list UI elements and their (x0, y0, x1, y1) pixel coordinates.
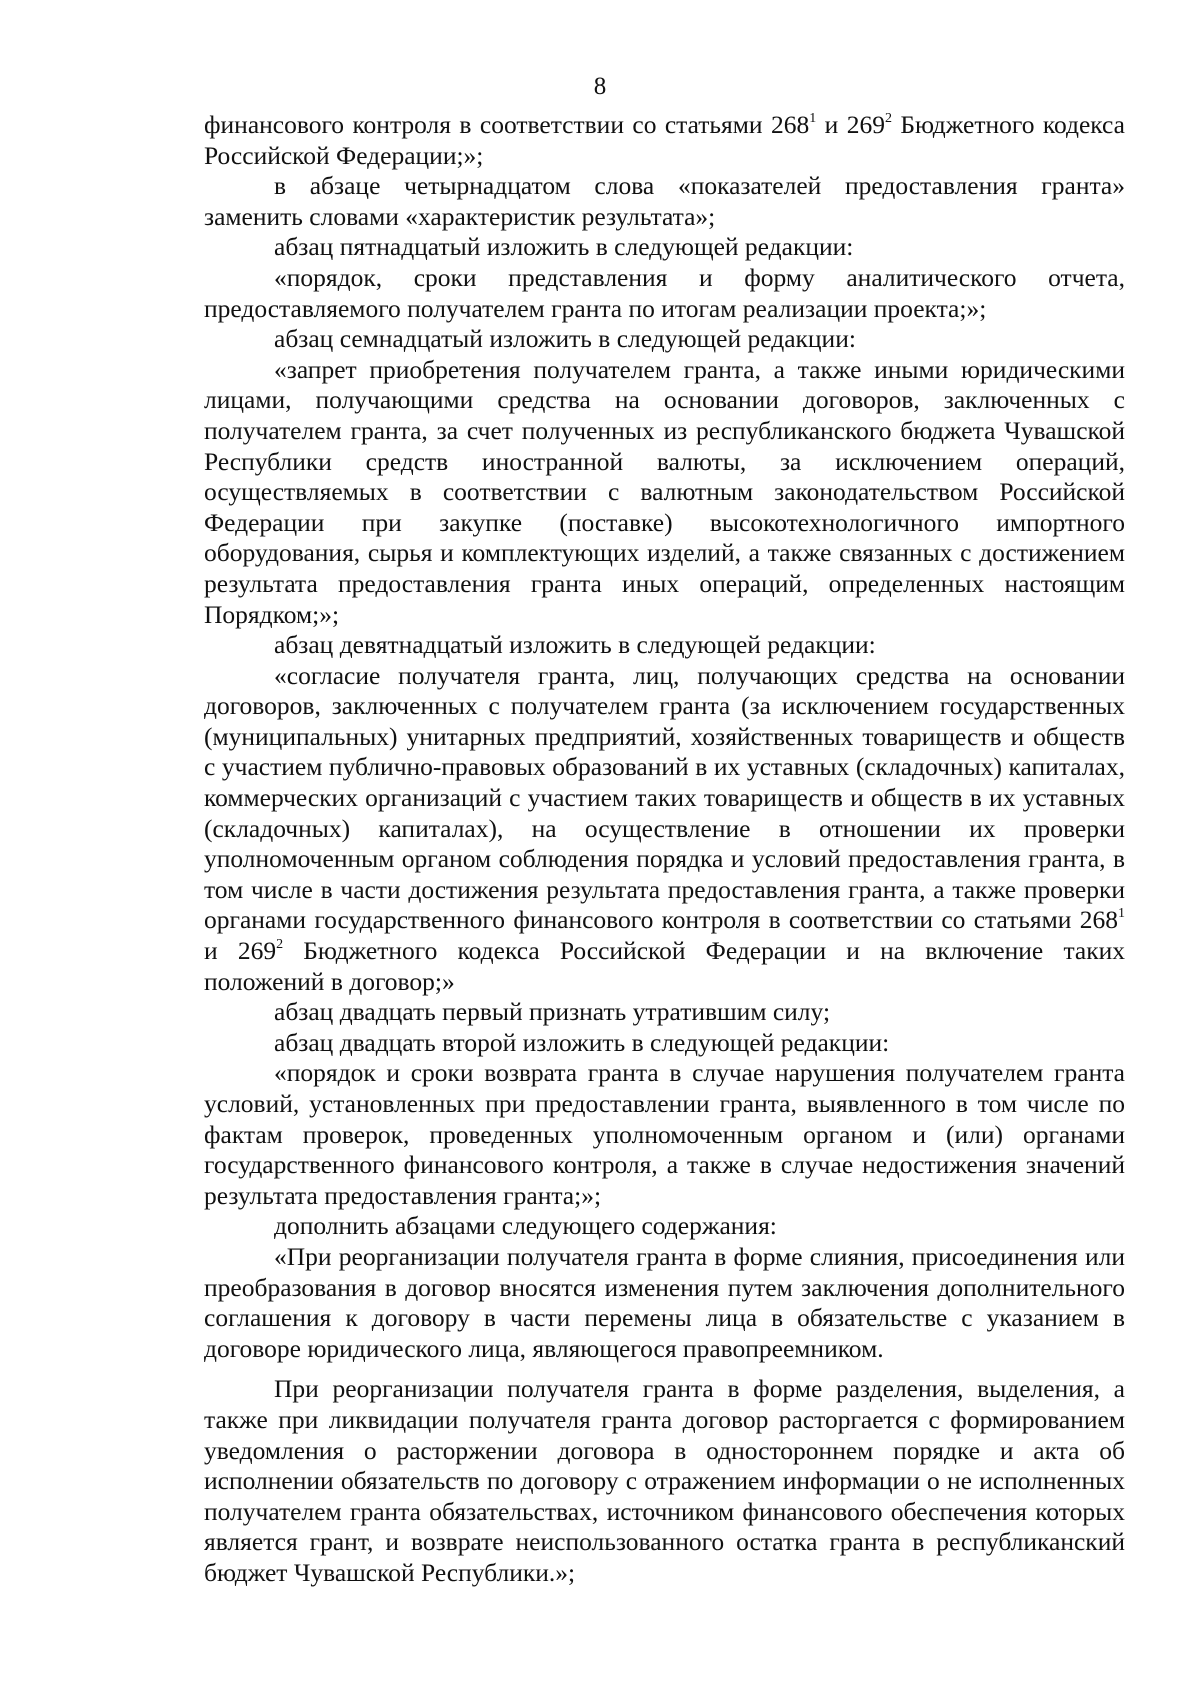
paragraph-11: «порядок и сроки возврата гранта в случае нарушения получателем гранта условий, установленных при предоставлении гранта, выявленного в том числе по фактам проверок, проведенных уполномоченным органом и (или) органами государственного финансового контроля, а также в случае недостижения значений результата предоставления гранта;»; (204, 1058, 1125, 1210)
paragraph-9: абзац двадцать первый признать утратившим силу; (274, 997, 831, 1027)
paragraph-14: При реорганизации получателя гранта в форме разделения, выделения, а также при ликвидации получателя гранта договор расторгается с формированием уведомления о расторжении договора в одностороннем порядке и акта об исполнении обязательств по договору с отражением информации о не исполненных получателем гранта обязательствах, источником финансового обеспечения которых является грант, и возврате неиспользованного остатка гранта в республиканский бюджет Чувашской Республики.»; (204, 1374, 1125, 1587)
page-number: 8 (593, 73, 607, 100)
superscript-2: 2 (884, 111, 892, 126)
document-body (204, 110, 1125, 1589)
superscript-3: 1 (1118, 906, 1125, 922)
paragraph-10: абзац двадцать второй изложить в следующей редакции: (274, 1027, 890, 1057)
superscript-1: 1 (809, 111, 817, 126)
paragraph-4: «порядок, сроки представления и форму аналитического отчета, предоставляемого получателем гранта по итогам реализации проекта;»; (204, 262, 1125, 323)
paragraph-1: финансового контроля в соответствии со статьями $268^1$ и $269^2$ Бюджетного кодекса Российской Федерации;»; (204, 110, 1125, 170)
paragraph-8: «согласие получателя гранта, лиц, получающих средства на основании договоров, заключенных с получателем гранта (за исключением государственных (муниципальных) унитарных предприятий, хозяйственных товариществ и обществ с участием публично-правовых образований в их уставных (складочных) капиталах, коммерческих организаций с участием таких товариществ и обществ в их уставных (складочных) капиталах), на осуществление в отношении их проверки уполномоченным органом соблюдения порядка и условий предоставления гранта, в том числе в части достижения результата предоставления гранта, а также проверки органами государственного финансового контроля в соответствии со статьями $268^1$ и $269^2$ Бюджетного кодекса Российской Федерации и на включение таких положений в договор;» (204, 660, 1125, 996)
superscript-4: 2 (276, 937, 284, 953)
paragraph-5: абзац семнадцатый изложить в следующей редакции: (274, 324, 856, 354)
paragraph-13: «При реорганизации получателя гранта в форме слияния, присоединения или преобразования в договор вносятся изменения путем заключения дополнительного соглашения к договору в части перемены лица в обязательстве с указанием в договоре юридического лица, являющегося правопреемником. (204, 1241, 1125, 1363)
paragraph-12: дополнить абзацами следующего содержания: (274, 1211, 777, 1241)
paragraph-6: «запрет приобретения получателем гранта, а также иными юридическими лицами, получающими средства на основании договоров, заключенных с получателем гранта, за счет полученных из республиканского бюджета Чувашской Республики средств иностранной валюты, за исключением операций, осуществляемых в соответствии с валютным законодательством Российской Федерации при закупке (поставке) высокотехнологичного импортного оборудования, сырья и комплектующих изделий, а также связанных с достижением результата предоставления гранта иных операций, определенных настоящим Порядком;»; (204, 354, 1125, 629)
paragraph-7: абзац девятнадцатый изложить в следующей редакции: (274, 630, 876, 660)
paragraph-2: в абзаце четырнадцатом слова «показателей предоставления гранта» заменить словами «характеристик результата»; (204, 171, 1125, 231)
paragraph-3: абзац пятнадцатый изложить в следующей редакции: (274, 232, 854, 262)
